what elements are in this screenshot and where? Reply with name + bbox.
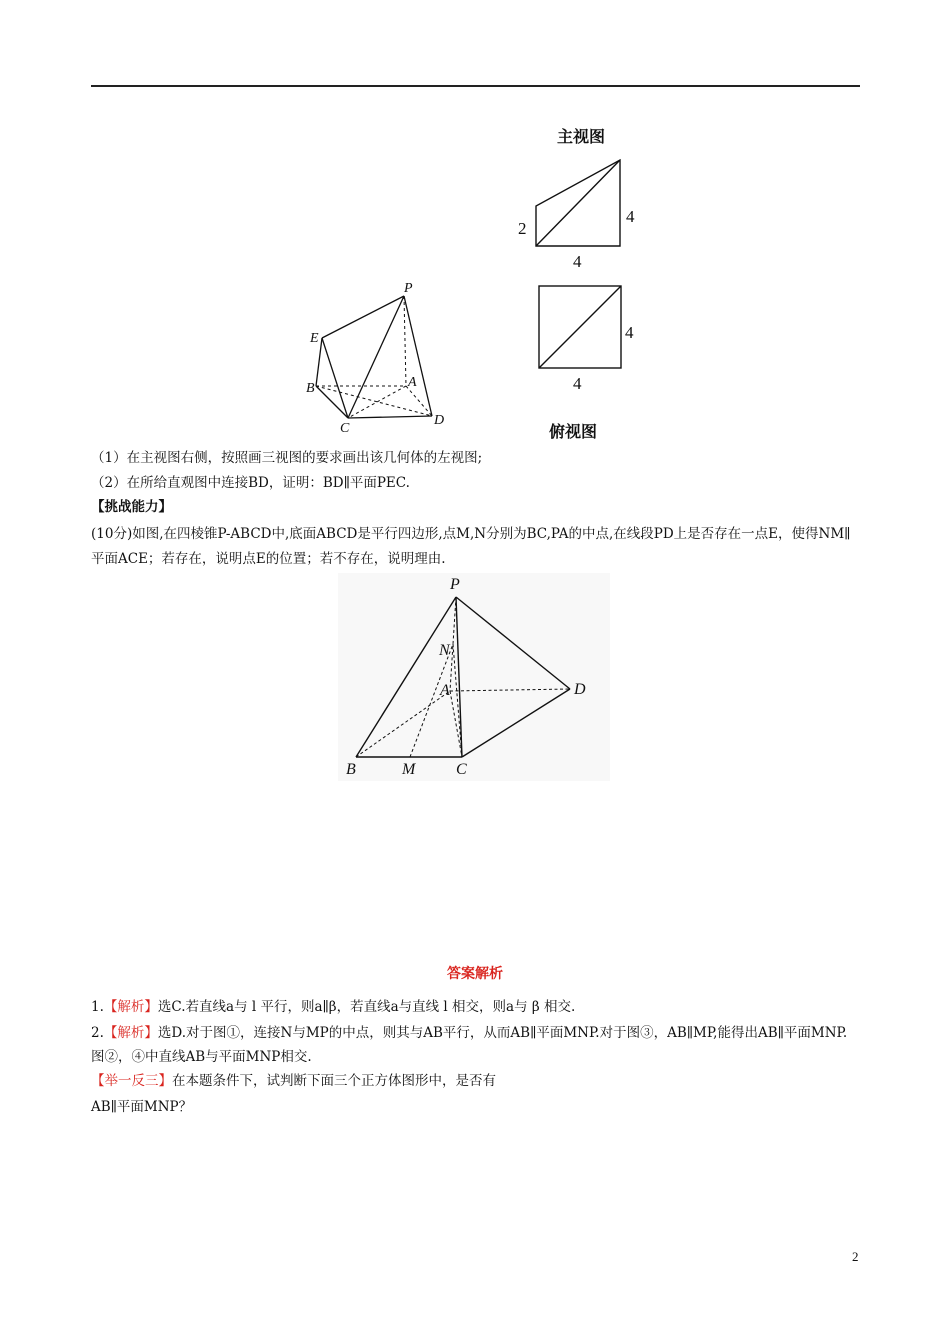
- question-1: （1）在主视图右侧，按照画三视图的要求画出该几何体的左视图;: [91, 450, 483, 466]
- label-D: D: [574, 681, 586, 698]
- answer-1-number: 1.: [91, 999, 104, 1015]
- label-A: A: [440, 682, 450, 699]
- front-left-dim: 2: [518, 219, 527, 238]
- answer-3-tag: 【举一反三】: [91, 1073, 172, 1089]
- label-B: B: [306, 381, 315, 396]
- answer-3-text: 在本题条件下，试判断下面三个正方体图形中，是否有: [172, 1073, 496, 1089]
- label-N: N: [439, 642, 450, 659]
- answer-2-tag: 【解析】: [103, 1025, 158, 1041]
- section-challenge-label: 【挑战能力】: [91, 499, 172, 515]
- top-right-dim: 4: [625, 323, 634, 342]
- front-view-diagonal: [536, 160, 620, 246]
- pyramid-figure: [338, 573, 610, 781]
- label-C: C: [456, 761, 467, 778]
- label-D: D: [434, 413, 445, 428]
- page-number: 2: [852, 1249, 859, 1264]
- answer-3-continued: AB∥平面MNP？: [91, 1099, 193, 1115]
- top-view: [512, 280, 652, 445]
- top-view-title: 俯视图: [549, 422, 598, 441]
- edge-BD: [316, 386, 432, 416]
- answer-1-text: 选C.若直线a与 l 平行，则a∥β，若直线a与直线 l 相交，则a与 β 相交.: [157, 999, 576, 1015]
- question-2: （2）在所给直观图中连接BD，证明：BD∥平面PEC.: [91, 475, 410, 491]
- answer-2: [91, 1021, 860, 1069]
- front-view-title: 主视图: [557, 127, 606, 146]
- edge-PD: [404, 296, 432, 416]
- answer-1-tag: 【解析】: [103, 999, 158, 1015]
- label-E: E: [310, 331, 319, 346]
- top-bottom-dim: 4: [573, 374, 582, 393]
- front-bottom-dim: 4: [573, 252, 582, 271]
- challenge-problem: (10分)如图,在四棱锥P-ABCD中,底面ABCD是平行四边形,点M,N分别为BC,PA的中点,在线段PD上是否存在一点E，使得NM∥平面ACE；若存在，说明点E的位置；若不存在，说明理由.: [91, 526, 851, 567]
- solid-figure: [300, 278, 460, 438]
- label-P: P: [450, 576, 460, 593]
- label-M: M: [402, 761, 416, 778]
- answer-1: [91, 997, 575, 1017]
- edge-EP: [322, 296, 404, 338]
- edge-CD: [348, 416, 432, 418]
- label-C: C: [340, 421, 350, 436]
- edge-EC: [322, 338, 348, 418]
- answer-2-text: 选D.对于图①，连接N与MP的中点，则其与AB平行，从而AB∥平面MNP.对于图③，AB∥MP,能得出AB∥平面MNP.图②，④中直线AB与平面MNP相交.: [91, 1025, 848, 1065]
- answer-title: 答案解析: [447, 966, 503, 982]
- edge-AC: [348, 386, 406, 418]
- answer-3: [91, 1071, 496, 1091]
- edge-PC: [348, 296, 404, 418]
- top-view-diagonal: [539, 286, 621, 368]
- front-view: [512, 122, 652, 272]
- label-P: P: [404, 281, 413, 296]
- answer-2-number: 2.: [91, 1025, 104, 1041]
- edge-PA: [404, 296, 406, 386]
- front-right-dim: 4: [626, 207, 635, 226]
- header-rule: [91, 85, 860, 87]
- label-B: B: [346, 761, 356, 778]
- label-A: A: [408, 375, 417, 390]
